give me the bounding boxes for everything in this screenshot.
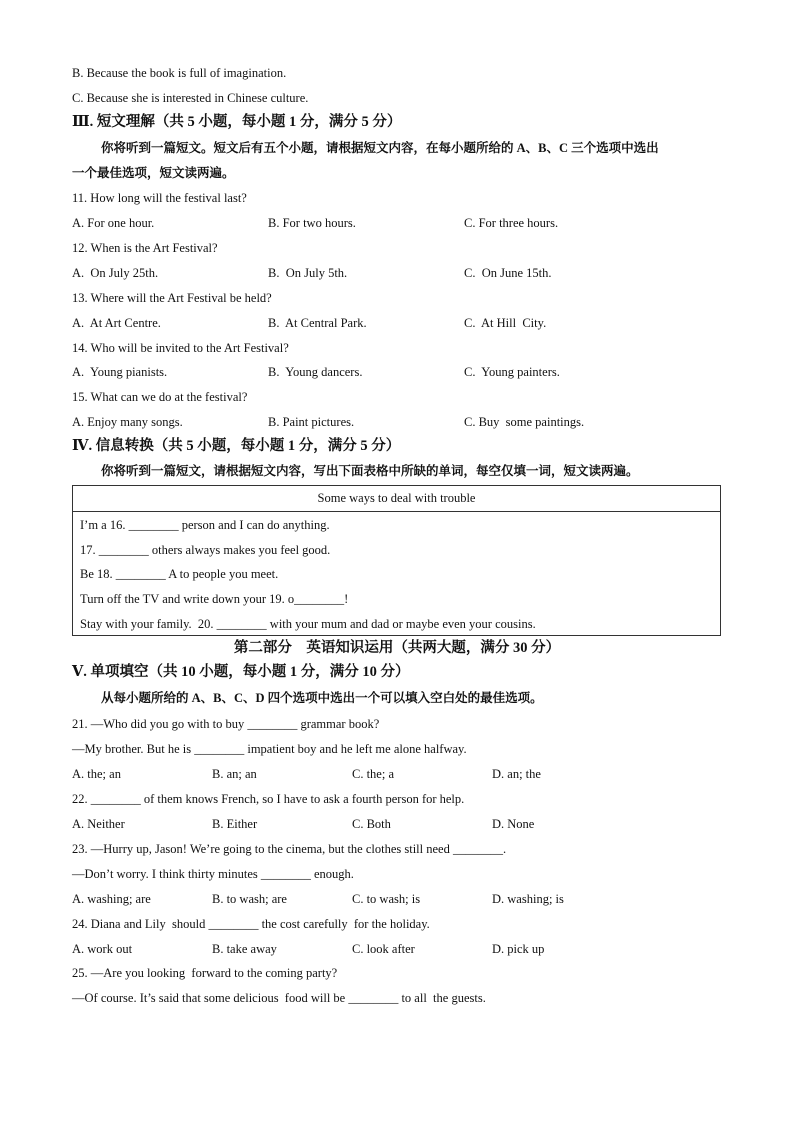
q24-option-a: A. work out [72, 942, 133, 956]
table-row: Turn off the TV and write down your 19. o________! [80, 592, 349, 606]
question-23-b: —Don’t worry. I think thirty minutes ________ enough. [72, 867, 354, 881]
q15-option-b: B. Paint pictures. [268, 415, 355, 429]
option-c-previous: C. Because she is interested in Chinese culture. [72, 91, 309, 105]
part-2-title: 第二部分 英语知识运用（共两大题，满分 30 分） [233, 640, 561, 656]
q24-option-b: B. take away [212, 942, 277, 956]
q15-option-a: A. Enjoy many songs. [72, 415, 183, 429]
q12-option-c: C. On June 15th. [464, 266, 552, 280]
section-4-title: Ⅳ. 信息转换（共 5 小题，每小题 1 分，满分 5 分） [72, 438, 401, 454]
q24-option-c: C. look after [352, 942, 415, 956]
q12-option-b: B. On July 5th. [268, 266, 348, 280]
info-table [72, 485, 721, 636]
q23-option-d: D. washing; is [492, 892, 564, 906]
table-row: I’m a 16. ________ person and I can do anything. [80, 518, 330, 532]
q23-option-a: A. washing; are [72, 892, 151, 906]
section-3-title: Ⅲ. 短文理解（共 5 小题，每小题 1 分，满分 5 分） [72, 114, 402, 130]
q22-option-b: B. Either [212, 817, 258, 831]
question-12: 12. When is the Art Festival? [72, 241, 218, 255]
q21-option-a: A. the; an [72, 767, 121, 781]
q23-option-c: C. to wash; is [352, 892, 421, 906]
question-14: 14. Who will be invited to the Art Festival? [72, 341, 289, 355]
q15-option-c: C. Buy some paintings. [464, 415, 585, 429]
table-row: 17. ________ others always makes you feel good. [80, 543, 331, 557]
q14-option-c: C. Young painters. [464, 365, 560, 379]
option-b-previous: B. Because the book is full of imagination. [72, 66, 287, 80]
q24-option-d: D. pick up [492, 942, 545, 956]
question-23-a: 23. —Hurry up, Jason! We’re going to the cinema, but the clothes still need ________. [72, 842, 507, 856]
q22-option-a: A. Neither [72, 817, 125, 831]
question-15: 15. What can we do at the festival? [72, 390, 248, 404]
section-3-instruction-1: 你将听到一篇短文。短文后有五个小题，请根据短文内容，在每小题所给的 A、B、C 三个选项中选出 [101, 141, 659, 155]
section-4-instruction: 你将听到一篇短文，请根据短文内容，写出下面表格中所缺的单词，每空仅填一词，短文读两遍。 [101, 464, 639, 478]
table-row: Be 18. ________ A to people you meet. [80, 567, 279, 581]
section-3-instruction-2: 一个最佳选项，短文读两遍。 [72, 166, 235, 180]
q12-option-a: A. On July 25th. [72, 266, 159, 280]
q11-option-b: B. For two hours. [268, 216, 356, 230]
question-22: 22. ________ of them knows French, so I have to ask a fourth person for help. [72, 792, 465, 806]
q11-option-c: C. For three hours. [464, 216, 559, 230]
question-13: 13. Where will the Art Festival be held? [72, 291, 272, 305]
q22-option-c: C. Both [352, 817, 391, 831]
q23-option-b: B. to wash; are [212, 892, 287, 906]
q13-option-b: B. At Central Park. [268, 316, 367, 330]
question-25-a: 25. —Are you looking forward to the coming party? [72, 966, 338, 980]
section-5-title: Ⅴ. 单项填空（共 10 小题，每小题 1 分，满分 10 分） [72, 664, 410, 680]
table-header: Some ways to deal with trouble [73, 486, 720, 512]
q21-option-c: C. the; a [352, 767, 395, 781]
table-row: Stay with your family. 20. ________ with your mum and dad or maybe even your cousins. [80, 617, 536, 631]
q22-option-d: D. None [492, 817, 535, 831]
question-11: 11. How long will the festival last? [72, 191, 247, 205]
q14-option-b: B. Young dancers. [268, 365, 363, 379]
section-5-instruction: 从每小题所给的 A、B、C、D 四个选项中选出一个可以填入空白处的最佳选项。 [101, 691, 543, 705]
question-24: 24. Diana and Lily should ________ the cost carefully for the holiday. [72, 917, 430, 931]
q11-option-a: A. For one hour. [72, 216, 155, 230]
question-21-b: —My brother. But he is ________ impatient boy and he left me alone halfway. [72, 742, 467, 756]
q13-option-a: A. At Art Centre. [72, 316, 161, 330]
q14-option-a: A. Young pianists. [72, 365, 168, 379]
question-21-a: 21. —Who did you go with to buy ________ grammar book? [72, 717, 380, 731]
question-25-b: —Of course. It’s said that some delicious food will be ________ to all the guests. [72, 991, 486, 1005]
q13-option-c: C. At Hill City. [464, 316, 547, 330]
q21-option-d: D. an; the [492, 767, 541, 781]
q21-option-b: B. an; an [212, 767, 257, 781]
